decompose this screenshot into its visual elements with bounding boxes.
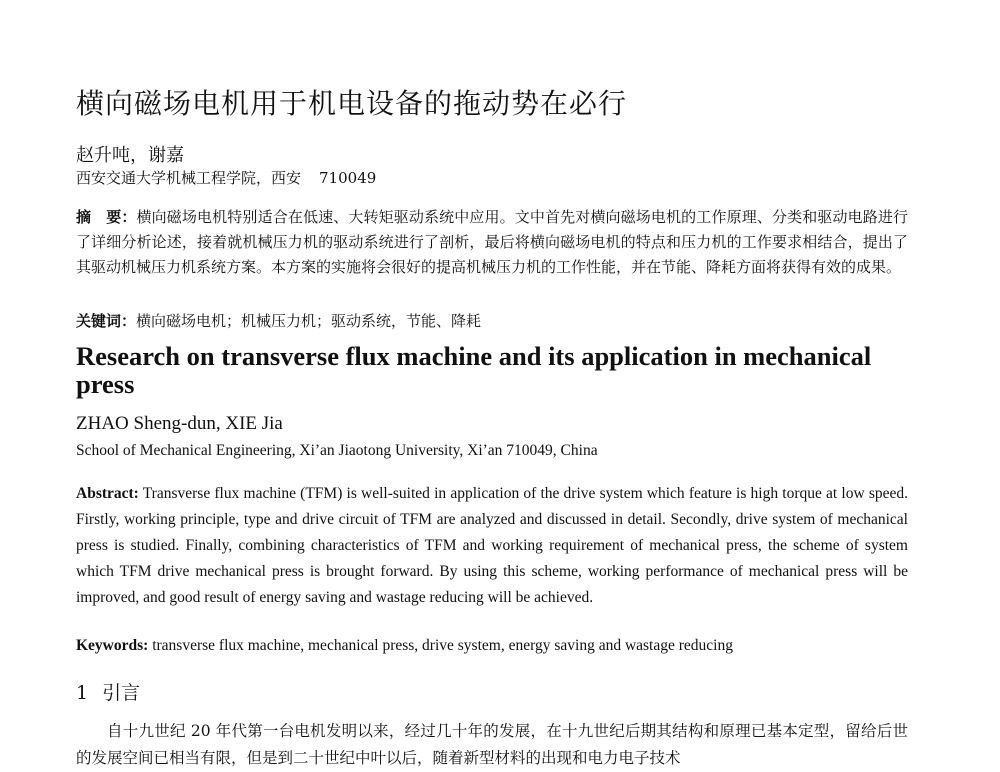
english-keywords-label: Keywords: xyxy=(76,637,149,654)
chinese-postcode: 710049 xyxy=(319,169,377,187)
chinese-affiliation-name: 西安交通大学机械工程学院，西安 xyxy=(76,169,302,187)
english-authors: ZHAO Sheng-dun, XIE Jia xyxy=(76,413,283,434)
chinese-title: 横向磁场电机用于机电设备的拖动势在必行 xyxy=(76,87,628,120)
chinese-abstract xyxy=(76,205,908,280)
section-body-paragraph: 自十九世纪 20 年代第一台电机发明以来，经过几十年的发展，在十九世纪后期其结构和原理已基本定型，留给后世的发展空间已相当有限，但是到二十世纪中叶以后，随着新型材料的出现和电力电子技术 xyxy=(76,722,908,767)
section-heading xyxy=(76,678,140,705)
section-number: 1 xyxy=(76,682,89,704)
chinese-abstract-text: 横向磁场电机特别适合在低速、大转矩驱动系统中应用。文中首先对横向磁场电机的工作原理、分类和驱动电路进行了详细分析论述，接着就机械压力机的驱动系统进行了剖析，最后将横向磁场电机的特点和压力机的工作要求相结合，提出了其驱动机械压力机系统方案。本方案的实施将会很好的提高机械压力机的工作性能，并在节能、降耗方面将获得有效的成果。 xyxy=(76,208,908,276)
english-abstract xyxy=(76,481,908,611)
english-abstract-label: Abstract: xyxy=(76,485,139,502)
chinese-abstract-label: 摘 要： xyxy=(76,208,137,226)
english-affiliation: School of Mechanical Engineering, Xi’an Jiaotong University, Xi’an 710049, China xyxy=(76,442,598,459)
chinese-authors: 赵升吨，谢嘉 xyxy=(76,145,184,166)
chinese-keywords xyxy=(76,310,481,331)
english-keywords xyxy=(76,637,733,655)
chinese-keywords-text: 横向磁场电机；机械压力机；驱动系统，节能、降耗 xyxy=(136,312,482,330)
section-title: 引言 xyxy=(102,682,141,704)
english-keywords-text: transverse flux machine, mechanical press, drive system, energy saving and wastage reducing xyxy=(152,637,733,654)
english-abstract-text: Transverse flux machine (TFM) is well-suited in application of the drive system which feature is high torque at low speed. Firstly, working principle, type and drive circuit of TFM are analyzed and discussed in detail. Secondly, drive system of mechanical press is studied. Finally, combining characteristics of TFM and working requirement of mechanical press, the scheme of system which TFM drive mechanical press is brought forward. By using this scheme, working performance of mechanical press will be improved, and good result of energy saving and wastage reducing will be achieved. xyxy=(76,485,908,606)
chinese-affiliation xyxy=(76,167,376,188)
chinese-keywords-label: 关键词： xyxy=(76,312,137,330)
english-title: Research on transverse flux machine and its application in mechanical press xyxy=(76,341,872,399)
